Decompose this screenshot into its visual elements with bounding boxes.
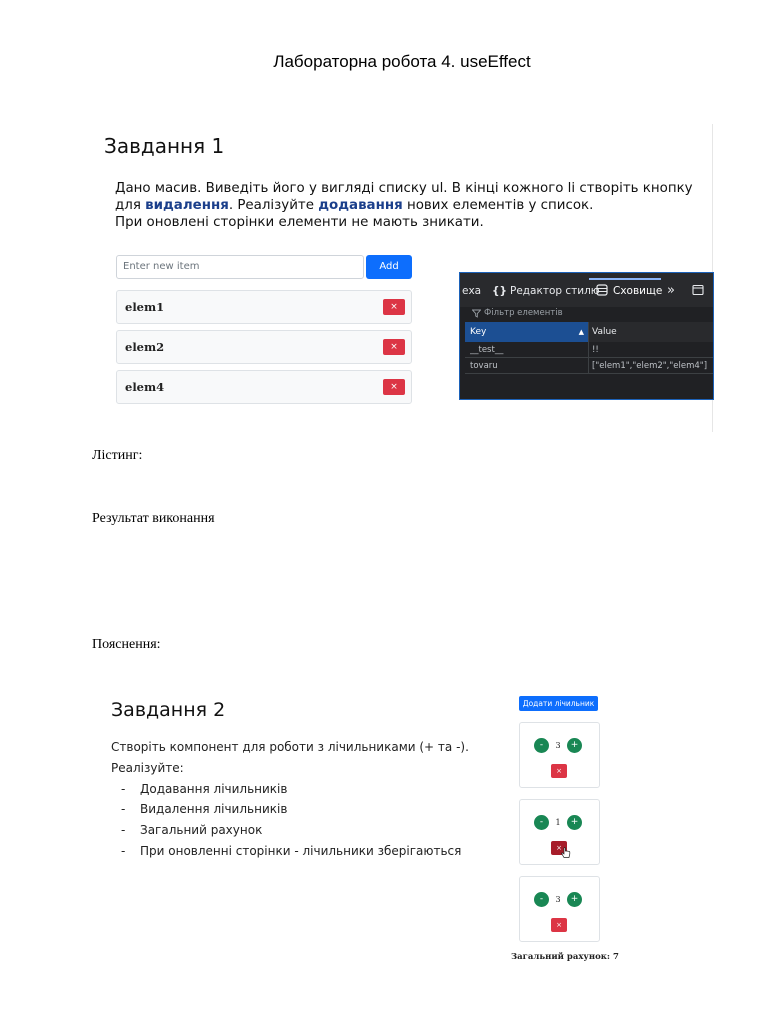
increment-button[interactable]: + (567, 815, 582, 830)
filter-bar[interactable] (460, 307, 713, 322)
tab-style-editor[interactable]: Редактор стилю (510, 285, 600, 297)
add-button[interactable]: Add (366, 255, 412, 279)
bullet-marker: - (121, 802, 126, 816)
braces-icon: {} (492, 285, 507, 297)
decrement-button[interactable]: - (534, 815, 549, 830)
row-divider (465, 373, 713, 374)
result-label: Результат виконання (92, 511, 215, 526)
document-title: Лабораторна робота 4. useEffect (273, 52, 531, 71)
list-item-label: elem4 (125, 380, 165, 394)
sort-ascending-icon: ▲ (578, 328, 584, 336)
filter-icon (472, 309, 481, 321)
new-item-input[interactable]: Enter new item (116, 255, 364, 279)
delete-button[interactable]: × (383, 299, 405, 315)
column-key-label: Key (470, 327, 487, 337)
delete-button[interactable]: × (383, 379, 405, 395)
counter-card (519, 876, 600, 942)
bullet-item: При оновленні сторінки - лічильники зберігаються (140, 844, 462, 858)
counter-value: 3 (555, 895, 561, 904)
pointer-cursor-icon (561, 846, 571, 864)
increment-button[interactable]: + (567, 892, 582, 907)
column-value-label: Value (592, 327, 617, 337)
task2-line-2: Реалізуйте: (111, 761, 184, 775)
devtools-tabs (460, 273, 713, 308)
add-counter-button[interactable]: Додати лічильник (519, 696, 598, 711)
list-item (116, 330, 412, 364)
task1-line-2 (115, 198, 593, 214)
list-item-label: elem1 (125, 300, 165, 314)
counter-card (519, 722, 600, 788)
column-header-key[interactable] (465, 322, 588, 342)
delete-counter-button[interactable]: × (551, 764, 567, 778)
listing-label: Лістинг: (92, 448, 143, 463)
bullet-item: Видалення лічильників (140, 802, 288, 816)
filter-input[interactable]: Фільтр елементів (484, 308, 563, 318)
tab-storage[interactable]: Сховище (613, 285, 663, 297)
list-item (116, 370, 412, 404)
counter-value: 3 (555, 741, 561, 750)
delete-counter-button[interactable]: × (551, 918, 567, 932)
column-header-value[interactable] (589, 322, 713, 342)
bullet-marker: - (121, 823, 126, 837)
list-item-label: elem2 (125, 340, 165, 354)
dock-icon[interactable] (692, 273, 704, 307)
row-divider (465, 357, 713, 358)
storage-value[interactable]: ["elem1","elem2","elem4"] (592, 361, 708, 371)
bullet-item: Загальний рахунок (140, 823, 263, 837)
delete-button[interactable]: × (383, 339, 405, 355)
total-count: Загальний рахунок: 7 (511, 952, 619, 962)
counter-value: 1 (555, 818, 561, 827)
delete-counter-button[interactable]: × (551, 841, 567, 855)
task1-line-2-post: нових елементів у список. (402, 198, 594, 213)
task1-line-2-mid: . Реалізуйте (228, 198, 319, 213)
decrement-button[interactable]: - (534, 738, 549, 753)
overflow-chevron-icon[interactable]: » (667, 283, 675, 298)
storage-value[interactable]: !! (592, 345, 599, 355)
decrement-button[interactable]: - (534, 892, 549, 907)
task1-line-1: Дано масив. Виведіть його у вигляді списку ul. В кінці кожного li створіть кнопку (115, 181, 693, 196)
tab-partial[interactable]: еха (462, 285, 482, 297)
task1-heading: Завдання 1 (104, 134, 225, 158)
storage-key[interactable]: __test__ (470, 345, 504, 355)
list-item (116, 290, 412, 324)
devtools-storage-panel (459, 272, 714, 400)
increment-button[interactable]: + (567, 738, 582, 753)
bullet-marker: - (121, 782, 126, 796)
column-divider (588, 322, 589, 374)
task1-line-2-pre: для (115, 198, 146, 213)
bullet-marker: - (121, 844, 126, 858)
storage-key[interactable]: tovaru (470, 361, 498, 371)
bullet-item: Додавання лічильників (140, 782, 288, 796)
task2-line-1: Створіть компонент для роботи з лічильниками (+ та -). (111, 740, 469, 754)
task1-line-3: При оновлені сторінки елементи не мають зникати. (115, 215, 484, 230)
counter-card (519, 799, 600, 865)
highlight-delete: видалення (145, 198, 229, 213)
storage-icon (596, 273, 608, 307)
task2-heading: Завдання 2 (111, 699, 226, 721)
highlight-add: додавання (318, 198, 403, 213)
explanation-label: Пояснення: (92, 637, 161, 652)
